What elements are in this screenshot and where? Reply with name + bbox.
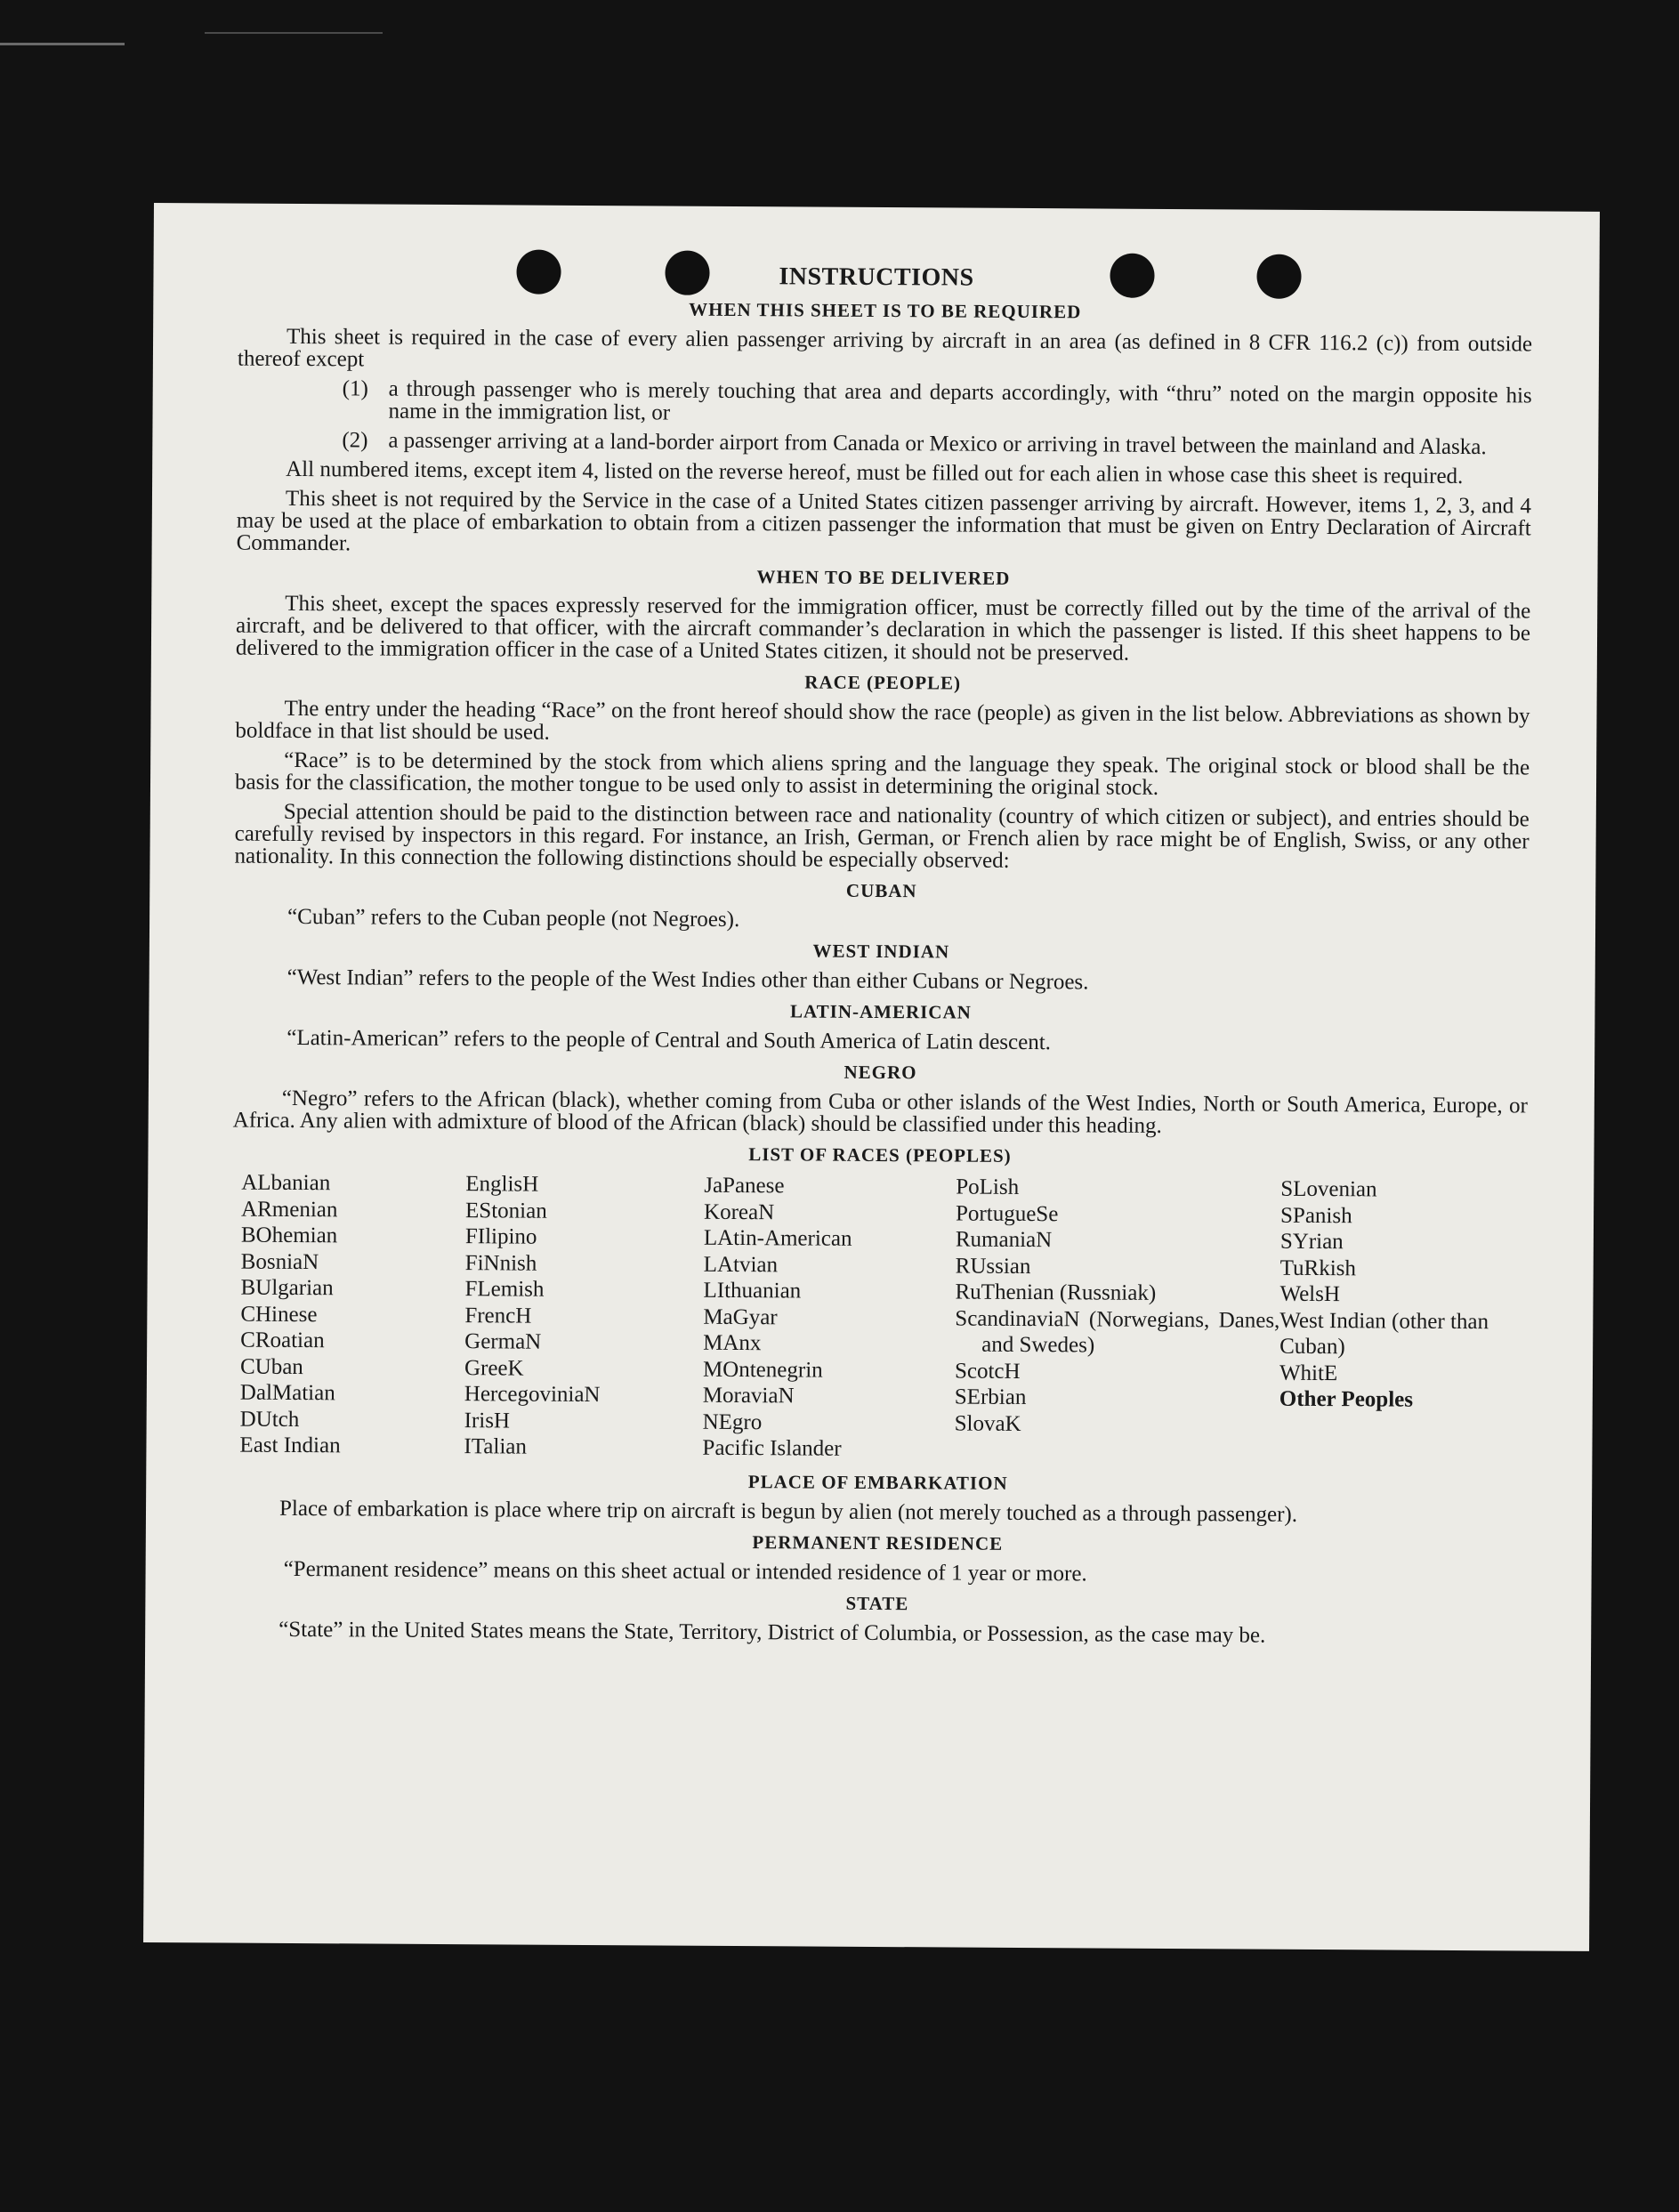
document-title: INSTRUCTIONS	[779, 262, 974, 292]
race-entry: JaPanese	[704, 1173, 785, 1199]
race-column	[1279, 1176, 1512, 1466]
race-entry: SErbian	[954, 1385, 1027, 1410]
race-entry: CHinese	[240, 1302, 318, 1327]
race-entry: DalMatian	[239, 1380, 335, 1406]
race-entry: ALbanian	[241, 1170, 331, 1196]
race-entry: WelsH	[1279, 1281, 1341, 1307]
subsection-heading: CUBAN	[845, 879, 917, 902]
race-entry: RUssian	[955, 1254, 1031, 1279]
race-entry: ScotcH	[954, 1359, 1021, 1384]
race-entry: KoreaN	[704, 1199, 775, 1224]
section-heading: LIST OF RACES (PEOPLES)	[748, 1143, 1012, 1167]
race-entry: LAtin-American	[703, 1225, 852, 1251]
section-heading: STATE	[845, 1592, 909, 1614]
paragraph: Place of embarkation is place where trip on aircraft is begun by alien (not merely touched as a through passenger).	[278, 1496, 1298, 1527]
race-entry: RumaniaN	[955, 1227, 1053, 1253]
item-text: a passenger arriving at a land-border airport from Canada or Mexico or arriving in travel between the mainland and Alaska.	[388, 428, 1487, 460]
race-entry: MOntenegrin	[702, 1357, 823, 1383]
race-entry: BosniaN	[240, 1249, 319, 1274]
race-entry: TuRkish	[1279, 1255, 1357, 1280]
race-list	[239, 1170, 1527, 1466]
paragraph: All numbered items, except item 4, listed on the reverse hereof, must be filled out for each alien in whose case this sheet is required.	[286, 456, 1464, 488]
document-body	[230, 296, 1532, 1655]
race-entry: EStonian	[465, 1198, 547, 1223]
race-entry: BOhemian	[240, 1223, 338, 1248]
race-entry: HercegoviniaN	[464, 1382, 601, 1408]
race-entry: FLemish	[464, 1277, 545, 1302]
race-entry: GermaN	[464, 1329, 542, 1354]
paragraph: This sheet is not required by the Service in the case of a United States citizen passenger arriving by aircraft. However, items 1, 2, 3, and 4 may be used at the place of embarkation to obtain from a citizen passenger the information that must be given on Entry Declaration of Aircraft Commander.	[236, 486, 1532, 556]
race-entry: DUtch	[239, 1407, 300, 1432]
section-heading: WHEN TO BE DELIVERED	[756, 566, 1011, 589]
paragraph: This sheet, except the spaces expressly reserved for the immigration officer, must be correctly filled out by the time of the arrival of the aircraft, and be delivered to that officer, with the aircraft commander’s declaration in which the passenger is listed. If this sheet happens to be delivered to the immigration officer in the case of a United States citizen, it should not be preserved.	[235, 591, 1531, 666]
race-entry: SLovenian	[1280, 1176, 1377, 1202]
race-column	[702, 1173, 956, 1463]
section-heading: WHEN THIS SHEET IS TO BE REQUIRED	[689, 298, 1082, 323]
race-entry: LAtvian	[703, 1252, 779, 1277]
item-text: a through passenger who is merely touching that area and departs accordingly, with “thru” noted on the margin opposite his name in the immigration list, or	[388, 376, 1532, 425]
paragraph: “Race” is to be determined by the stock from which aliens spring and the language they speak. The original stock or blood shall be the basis for the classification, the mother tongue to be used only to assist in determining the original stock.	[234, 747, 1530, 800]
race-entry: MoraviaN	[702, 1383, 795, 1409]
race-entry: East Indian	[239, 1433, 341, 1458]
paragraph: This sheet is required in the case of every alien passenger arriving by aircraft in an area (as defined in 8 CFR 116.2 (c)) from outside thereof except	[237, 324, 1533, 372]
definition: “Negro” refers to the African (black), whether coming from Cuba or other islands of the West Indies, North or South America, Europe, or Africa. Any alien with admixture of blood of the African (black) should be classified under this heading.	[232, 1086, 1528, 1138]
race-entry: IrisH	[464, 1408, 511, 1433]
race-column	[239, 1170, 465, 1460]
race-entry: RuThenian (Russniak)	[955, 1280, 1157, 1305]
race-entry: ScandinaviaN (Norwegians, Danes, and Swedes)	[955, 1306, 1280, 1358]
section-heading: RACE (PEOPLE)	[804, 671, 962, 694]
race-entry: PortugueSe	[955, 1201, 1059, 1226]
subsection-heading: WEST INDIAN	[812, 940, 950, 963]
section-heading: PERMANENT RESIDENCE	[752, 1530, 1004, 1554]
paragraph: The entry under the heading “Race” on the front hereof should show the race (people) as given in the list below. Abbreviations as shown by boldface in that list should be used.	[235, 696, 1530, 745]
paragraph: Special attention should be paid to the distinction between race and nationality (country of which citizen or subject), and entries should be carefully revised by inspectors in this regard. For instance, an Irish, German, or French alien by race might be of English, Swiss, or any other nationality. In this connection the following distinctions should be especially observed:	[234, 799, 1530, 873]
race-entry: BUlgarian	[240, 1275, 334, 1301]
race-entry: SPanish	[1279, 1203, 1352, 1228]
list-item	[237, 429, 1531, 459]
race-entry: MaGyar	[703, 1304, 778, 1329]
subsection-heading: NEGRO	[844, 1061, 917, 1084]
race-entry: FrencH	[464, 1303, 532, 1328]
race-entry: WhitE	[1279, 1360, 1338, 1385]
subsection-heading: LATIN-AMERICAN	[790, 1000, 972, 1023]
section-heading: PLACE OF EMBARKATION	[747, 1470, 1008, 1494]
race-entry: West Indian (other than Cuban)	[1279, 1308, 1489, 1360]
race-entry: GreeK	[464, 1355, 524, 1381]
item-number: (1)	[342, 376, 368, 401]
item-number: (2)	[342, 428, 368, 453]
race-entry: FIlipino	[464, 1224, 537, 1249]
definition: “West Indian” refers to the people of the West Indies other than either Cubans or Negroes.	[287, 965, 1089, 995]
paragraph: “State” in the United States means the State, Territory, District of Columbia, or Possession, as the case may be.	[278, 1617, 1266, 1648]
race-entry: CRoatian	[240, 1328, 325, 1353]
race-entry: FiNnish	[464, 1250, 537, 1276]
list-item	[238, 377, 1532, 430]
definition: “Latin-American” refers to the people of Central and South America of Latin descent.	[287, 1025, 1052, 1055]
race-entry: CUban	[239, 1354, 303, 1379]
race-entry: Other Peoples	[1279, 1386, 1414, 1412]
race-entry: PoLish	[956, 1175, 1020, 1199]
definition: “Cuban” refers to the Cuban people (not Negroes).	[287, 904, 740, 932]
race-entry: ITalian	[464, 1434, 527, 1459]
race-column	[954, 1175, 1280, 1465]
scan-edge-mark	[205, 32, 383, 34]
race-entry: SYrian	[1279, 1229, 1344, 1255]
document-page	[143, 203, 1600, 1951]
race-entry: SlovaK	[954, 1411, 1021, 1436]
race-entry: NEgro	[702, 1409, 763, 1434]
race-entry: Pacific Islander	[702, 1435, 842, 1461]
race-column	[464, 1171, 704, 1461]
scan-edge-mark	[0, 43, 125, 45]
race-entry: MAnx	[703, 1330, 762, 1356]
race-entry: EnglisH	[465, 1172, 539, 1197]
race-entry: LIthuanian	[703, 1278, 802, 1304]
race-entry: ARmenian	[241, 1197, 338, 1222]
paragraph: “Permanent residence” means on this sheet actual or intended residence of 1 year or more.	[283, 1556, 1087, 1586]
